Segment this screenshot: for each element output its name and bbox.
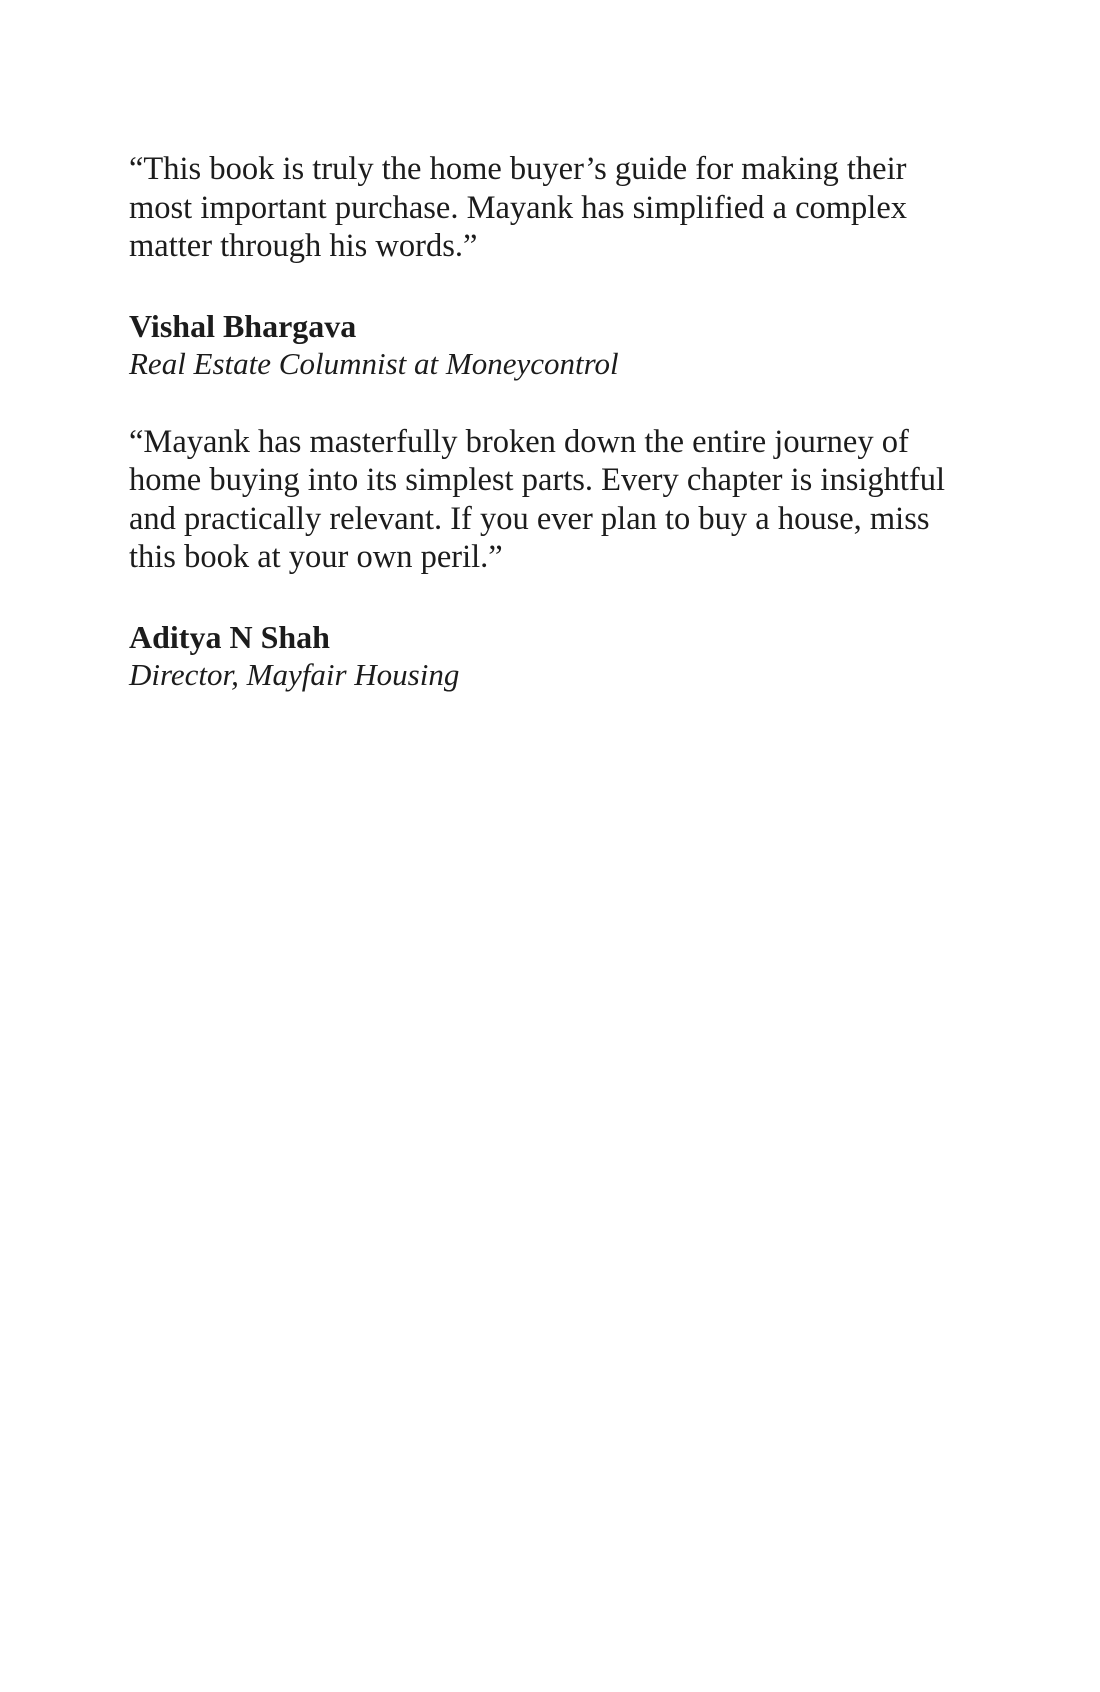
quote-line: home buying into its simplest parts. Every chapter is insightful	[129, 462, 946, 498]
testimonial-quote	[129, 423, 959, 577]
endorsements-page	[129, 150, 959, 694]
quote-line: “This book is truly the home buyer’s guide for making their	[129, 151, 907, 187]
author-role: Real Estate Columnist at Moneycontrol	[129, 345, 619, 381]
author-name: Aditya N Shah	[129, 618, 330, 655]
author-name: Vishal Bhargava	[129, 307, 357, 344]
quote-line: most important purchase. Mayank has simplified a complex	[129, 189, 908, 226]
testimonial-attribution	[129, 618, 959, 694]
testimonial-1	[129, 150, 959, 383]
quote-line: matter through his words.”	[129, 228, 478, 264]
quote-line: “Mayank has masterfully broken down the entire journey of	[129, 423, 909, 460]
author-role: Director, Mayfair Housing	[129, 656, 460, 692]
testimonial-2	[129, 423, 959, 694]
quote-line: this book at your own peril.”	[129, 539, 503, 575]
testimonial-quote	[129, 150, 959, 266]
testimonial-attribution	[129, 307, 959, 383]
quote-line: and practically relevant. If you ever plan to buy a house, miss	[129, 500, 930, 537]
